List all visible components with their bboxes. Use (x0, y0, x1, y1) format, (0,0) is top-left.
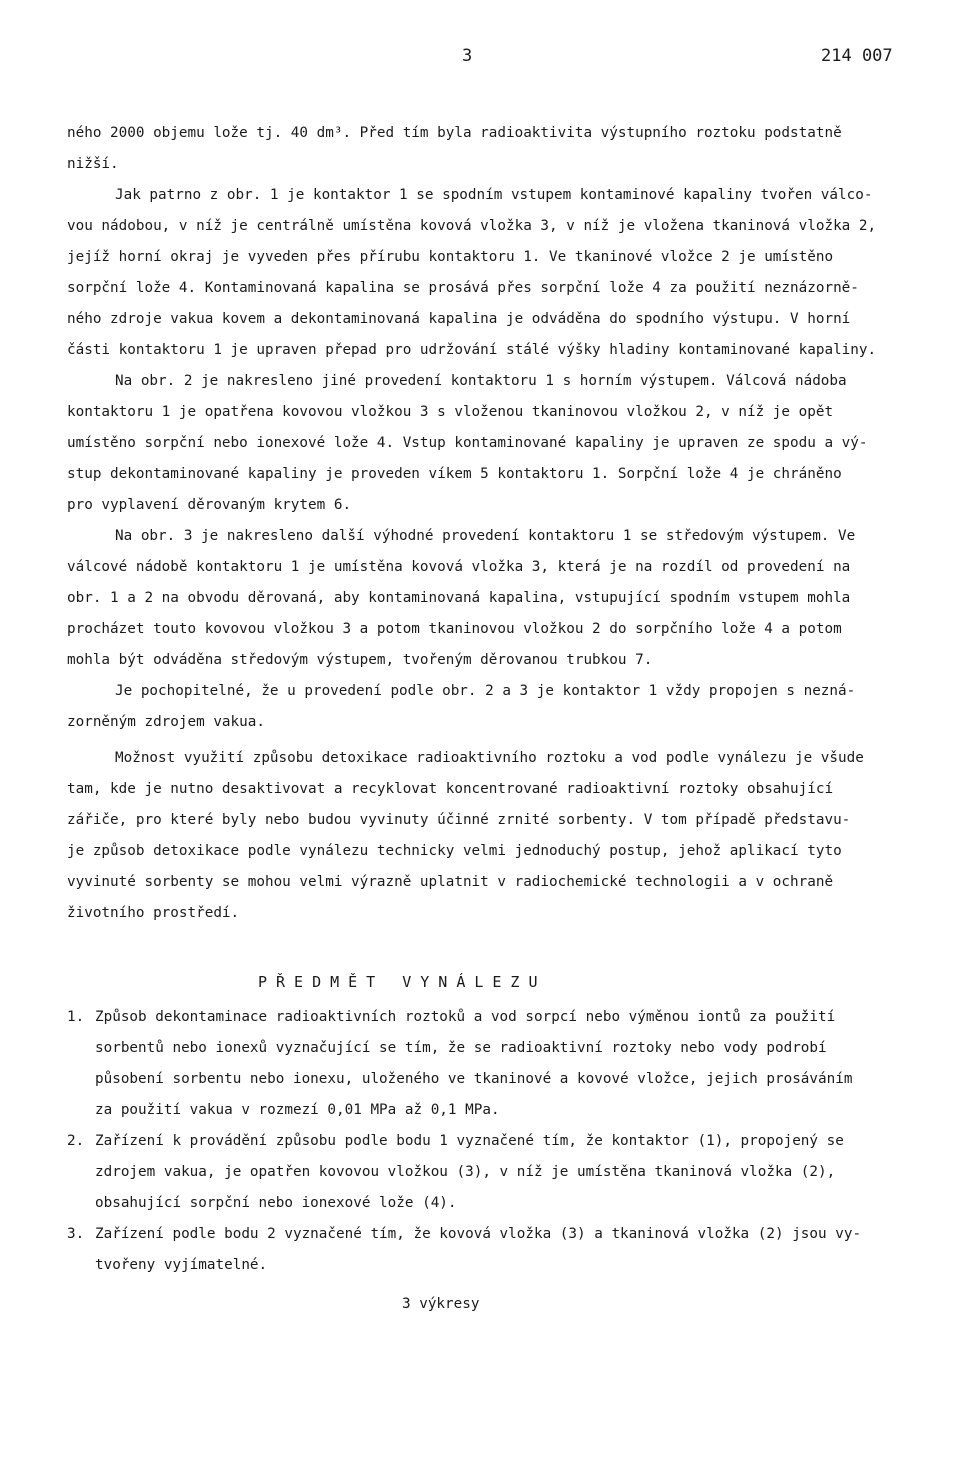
claim-number: 2. (67, 1133, 85, 1149)
body-line: ného zdroje vakua kovem a dekontaminovaná kapalina je odváděna do spodního výstupu. V horní (67, 311, 851, 327)
drawings-note: 3 výkresy (402, 1296, 480, 1312)
body-line: nižší. (67, 156, 119, 172)
body-line: zorněným zdrojem vakua. (67, 714, 265, 730)
body-line: kontaktoru 1 je opatřena kovovou vložkou 3 s vloženou tkaninovou vložkou 2, v níž je opět (67, 404, 834, 420)
body-line: sorpční lože 4. Kontaminovaná kapalina se prosává přes sorpční lože 4 za použití neznázorně- (67, 280, 859, 296)
claim-line: Způsob dekontaminace radioaktivních roztoků a vod sorpcí nebo výměnou iontů za použití (95, 1009, 836, 1025)
body-line: vou nádobou, v níž je centrálně umístěna kovová vložka 3, v níž je vložena tkaninová vložka 2, (67, 218, 877, 234)
claim-number: 1. (67, 1009, 85, 1025)
body-line: životního prostředí. (67, 905, 240, 921)
body-line: Na obr. 2 je nakresleno jiné provedení kontaktoru 1 s horním výstupem. Válcová nádoba (115, 373, 847, 389)
page-number: 3 (462, 46, 473, 66)
body-line: zářiče, pro které byly nebo budou vyvinuty účinné zrnité sorbenty. V tom případě představu- (67, 812, 851, 828)
claim-line: obsahující sorpční nebo ionexové lože (4). (95, 1195, 457, 1211)
claim-line: zdrojem vakua, je opatřen kovovou vložkou (3), v níž je umístěna tkaninová vložka (2), (95, 1164, 836, 1180)
body-line: ného 2000 objemu lože tj. 40 dm³. Před tím byla radioaktivita výstupního roztoku podstatně (67, 125, 842, 141)
body-line: pro vyplavení děrovaným krytem 6. (67, 497, 352, 513)
body-line: stup dekontaminované kapaliny je proveden víkem 5 kontaktoru 1. Sorpční lože 4 je chráněno (67, 466, 842, 482)
body-line: jejíž horní okraj je vyveden přes přírubu kontaktoru 1. Ve tkaninové vložce 2 je umístěno (67, 249, 834, 265)
body-line: Je pochopitelné, že u provedení podle obr. 2 a 3 je kontaktor 1 vždy propojen s nezná- (115, 683, 856, 699)
claim-line: sorbentů nebo ionexů vyznačující se tím, že se radioaktivní roztoky nebo vody podrobí (95, 1040, 827, 1056)
document-number: 214 007 (821, 46, 893, 66)
body-line: je způsob detoxikace podle vynálezu technicky velmi jednoduchý postup, jehož aplikací tyto (67, 843, 842, 859)
body-line: vyvinuté sorbenty se mohou velmi výrazně uplatnit v radiochemické technologii a v ochraně (67, 874, 834, 890)
body-line: části kontaktoru 1 je upraven přepad pro udržování stálé výšky hladiny kontaminované kapaliny. (67, 342, 877, 358)
claim-line: tvořeny vyjímatelné. (95, 1257, 268, 1273)
body-line: procházet touto kovovou vložkou 3 a potom tkaninovou vložkou 2 do sorpčního lože 4 a potom (67, 621, 842, 637)
claim-line: Zařízení k provádění způsobu podle bodu 1 vyznačené tím, že kontaktor (1), propojený se (95, 1133, 844, 1149)
body-line: umístěno sorpční nebo ionexové lože 4. Vstup kontaminované kapaliny je upraven ze spodu a vý- (67, 435, 868, 451)
claim-line: působení sorbentu nebo ionexu, uloženého ve tkaninové a kovové vložce, jejich prosáváním (95, 1071, 853, 1087)
body-line: tam, kde je nutno desaktivovat a recyklovat koncentrované radioaktivní roztoky obsahující (67, 781, 834, 797)
body-line: Možnost využití způsobu detoxikace radioaktivního roztoku a vod podle vynálezu je všude (115, 750, 864, 766)
body-line: obr. 1 a 2 na obvodu děrovaná, aby kontaminovaná kapalina, vstupující spodním vstupem mohla (67, 590, 851, 606)
body-line: válcové nádobě kontaktoru 1 je umístěna kovová vložka 3, která je na rozdíl od provedení na (67, 559, 851, 575)
claim-number: 3. (67, 1226, 85, 1242)
claim-line: za použití vakua v rozmezí 0,01 MPa až 0,1 MPa. (95, 1102, 500, 1118)
body-line: mohla být odváděna středovým výstupem, tvořeným děrovanou trubkou 7. (67, 652, 653, 668)
claim-line: Zařízení podle bodu 2 vyznačené tím, že kovová vložka (3) a tkaninová vložka (2) jsou vy- (95, 1226, 862, 1242)
body-line: Jak patrno z obr. 1 je kontaktor 1 se spodním vstupem kontaminové kapaliny tvořen válco- (115, 187, 873, 203)
claims-heading: PŘEDMĚT VYNÁLEZU (258, 973, 547, 991)
body-line: Na obr. 3 je nakresleno další výhodné provedení kontaktoru 1 se středovým výstupem. Ve (115, 528, 856, 544)
